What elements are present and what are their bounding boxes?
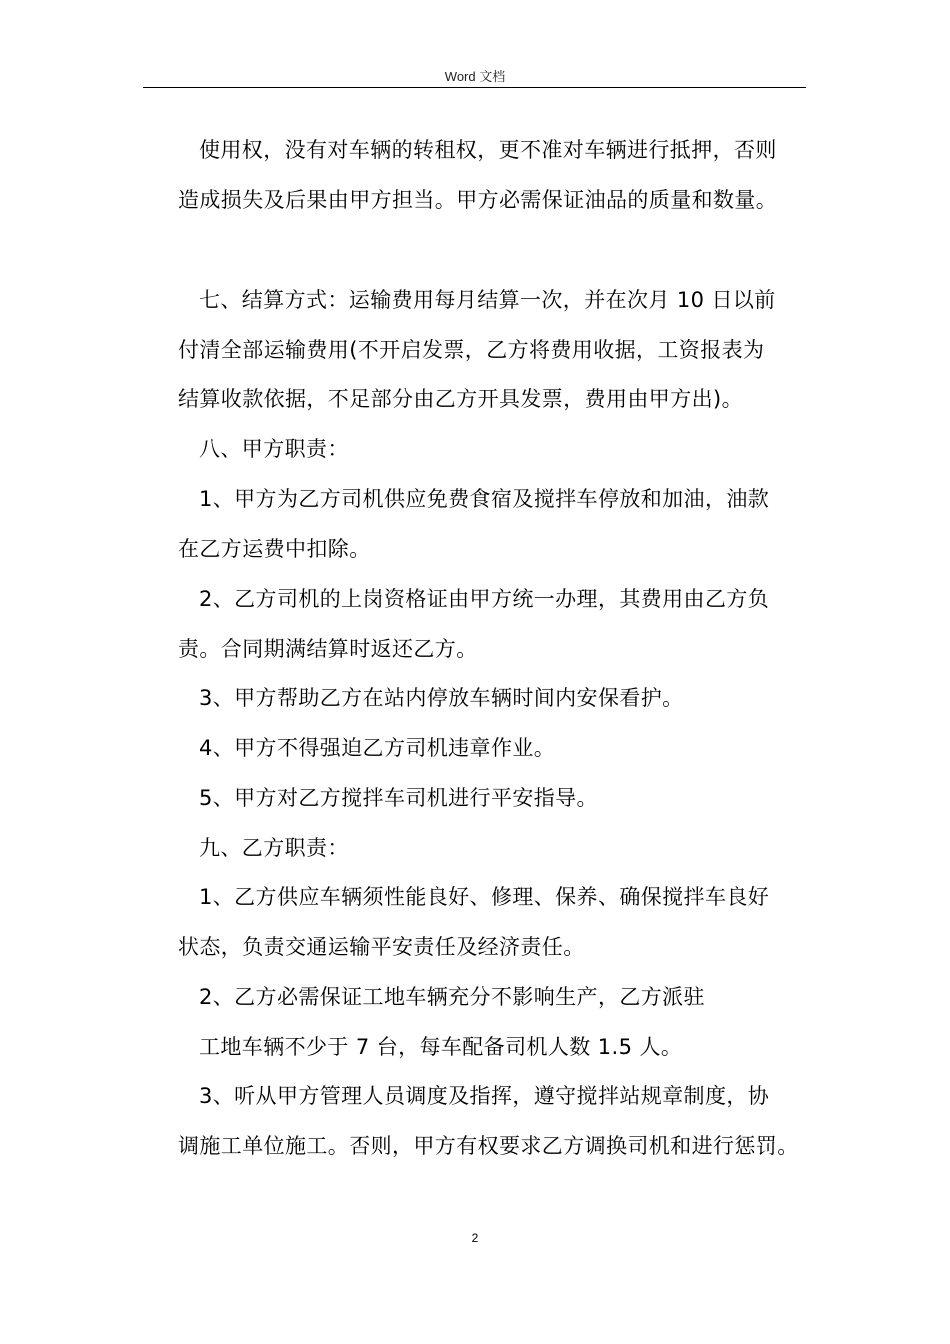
list-item: 1、乙方供应车辆须性能良好、修理、保养、确保搅拌车良好 <box>199 885 770 909</box>
header-divider <box>143 87 806 88</box>
list-item: 2、乙方司机的上岗资格证由甲方统一办理，其费用由乙方负 <box>199 587 770 611</box>
text-line: 状态，负责交通运输平安责任及经济责任。 <box>178 935 585 959</box>
text-line: 在乙方运费中扣除。 <box>178 537 371 561</box>
list-item: 4、甲方不得强迫乙方司机违章作业。 <box>199 736 556 760</box>
list-item: 1、甲方为乙方司机供应免费食宿及搅拌车停放和加油，油款 <box>199 487 770 511</box>
text-line: 造成损失及后果由甲方担当。甲方必需保证油品的质量和数量。 <box>178 188 778 212</box>
list-item: 2、乙方必需保证工地车辆充分不影响生产，乙方派驻 <box>199 985 705 1009</box>
page-header: Word 文档 <box>444 69 506 84</box>
text-line: 调施工单位施工。否则，甲方有权要求乙方调换司机和进行惩罚。 <box>178 1134 799 1158</box>
list-item: 3、听从甲方管理人员调度及指挥，遵守搅拌站规章制度，协 <box>199 1084 770 1108</box>
section-heading-settlement: 七、结算方式：运输费用每月结算一次，并在次月 10 日以前 <box>199 288 776 312</box>
text-line: 付清全部运输费用(不开启发票，乙方将费用收据，工资报表为 <box>178 338 765 362</box>
page-number: 2 <box>471 1231 479 1245</box>
list-item: 5、甲方对乙方搅拌车司机进行平安指导。 <box>199 786 598 810</box>
section-heading-party-a: 八、甲方职责： <box>199 437 349 461</box>
list-item: 3、甲方帮助乙方在站内停放车辆时间内安保看护。 <box>199 686 684 710</box>
text-line: 工地车辆不少于 7 台，每车配备司机人数 1.5 人。 <box>199 1035 683 1059</box>
text-line: 使用权，没有对车辆的转租权，更不准对车辆进行抵押，否则 <box>199 138 777 162</box>
section-heading-party-b: 九、乙方职责： <box>199 836 349 860</box>
text-line: 结算收款依据，不足部分由乙方开具发票，费用由甲方出)。 <box>178 387 743 411</box>
text-line: 责。合同期满结算时返还乙方。 <box>178 637 478 661</box>
